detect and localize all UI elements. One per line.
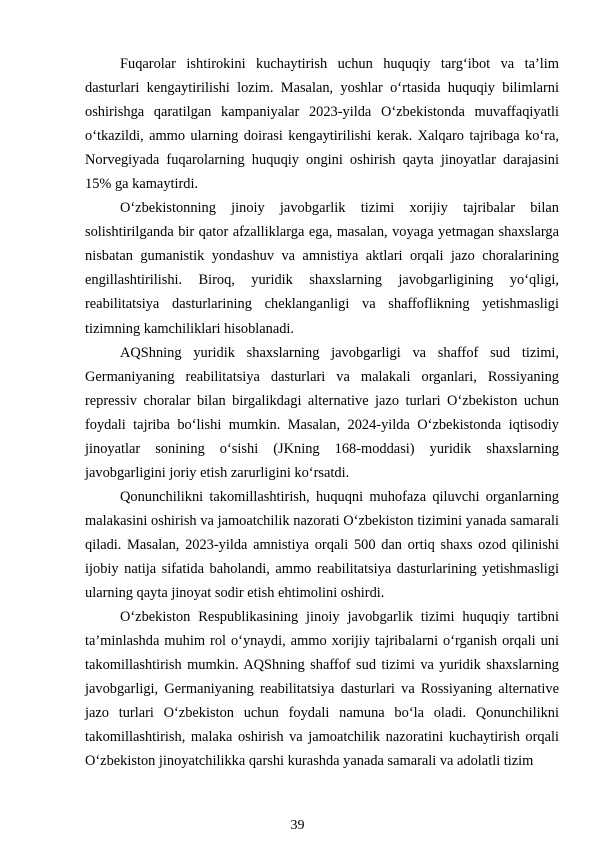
body-text (85, 52, 559, 773)
paragraph-foreign-experience: AQShning yuridik shaxslarning javobgarligi va shaffof sud tizimi, Germaniyaning reabilitatsiya dasturlari va malakali organlari, Rossiyaning repressiv choralar bilan birgalikdagi alternative jazo turlari O‘zbekiston uchun foydali tajriba bo‘lishi mumkin. Masalan, 2024-yilda O‘zbekistonda iqtisodiy jinoyatlar sonining o‘sishi (JKning 168-moddasi) yuridik shaxslarning javobgarligini joriy etish zarurligini ko‘rsatdi. (85, 344, 559, 481)
paragraph-legislation-improvement: Qonunchilikni takomillashtirish, huquqni muhofaza qiluvchi organlarning malakasini oshirish va jamoatchilik nazorati O‘zbekiston tizimini yanada samarali qiladi. Masalan, 2023-yilda amnistiya orqali 500 dan ortiq shaxs ozod qilinishi ijobiy natija sifatida baholandi, ammo reabilitatsiya dasturlarining yetishmasligi ularning qayta jinoyat sodir etish ehtimolini oshirdi. (85, 488, 559, 602)
paragraph-civic-engagement: Fuqarolar ishtirokini kuchaytirish uchun huquqiy targ‘ibot va ta’lim dasturlari kengaytirilishi lozim. Masalan, yoshlar o‘rtasida huquqiy bilimlarni oshirishga qaratilgan kampaniyalar 2023-yilda O‘zbekistonda muvaffaqiyatli o‘tkazildi, ammo ularning doirasi kengaytirilishi kerak. Xalqaro tajribaga ko‘ra, Norvegiyada fuqarolarning huquqiy ongini oshirish qayta jinoyatlar darajasini 15% ga kamaytirdi. (85, 56, 559, 193)
paragraph-conclusion: O‘zbekiston Respublikasining jinoiy javobgarlik tizimi huquqiy tartibni ta’minlashda muhim rol o‘ynaydi, ammo xorijiy tajribalarni o‘rganish orqali uni takomillashtirish mumkin. AQShning shaffof sud tizimi va yuridik shaxslarning javobgarligi, Germaniyaning reabilitatsiya dasturlari va Rossiyaning alternative jazo turlari O‘zbekiston uchun foydali namuna bo‘la oladi. Qonunchilikni takomillashtirish, malaka oshirish va jamoatchilik nazoratini kuchaytirish orqali O‘zbekiston jinoyatchilikka qarshi kurashda yanada samarali va adolatli tizim (85, 609, 559, 770)
page-number: 39 (290, 818, 305, 833)
paragraph-system-comparison: O‘zbekistonning jinoiy javobgarlik tizimi xorijiy tajribalar bilan solishtirilganda bir qator afzalliklarga ega, masalan, voyaga yetmagan shaxslarga nisbatan gumanistik yondashuv va amnistiya aktlari orqali jazo choralarining engillashtirilishi. Biroq, yuridik shaxslarning javobgarligining yo‘qligi, reabilitatsiya dasturlarining cheklanganligi va shaffoflikning yetishmasligi tizimning kamchiliklari hisoblanadi. (85, 200, 559, 337)
